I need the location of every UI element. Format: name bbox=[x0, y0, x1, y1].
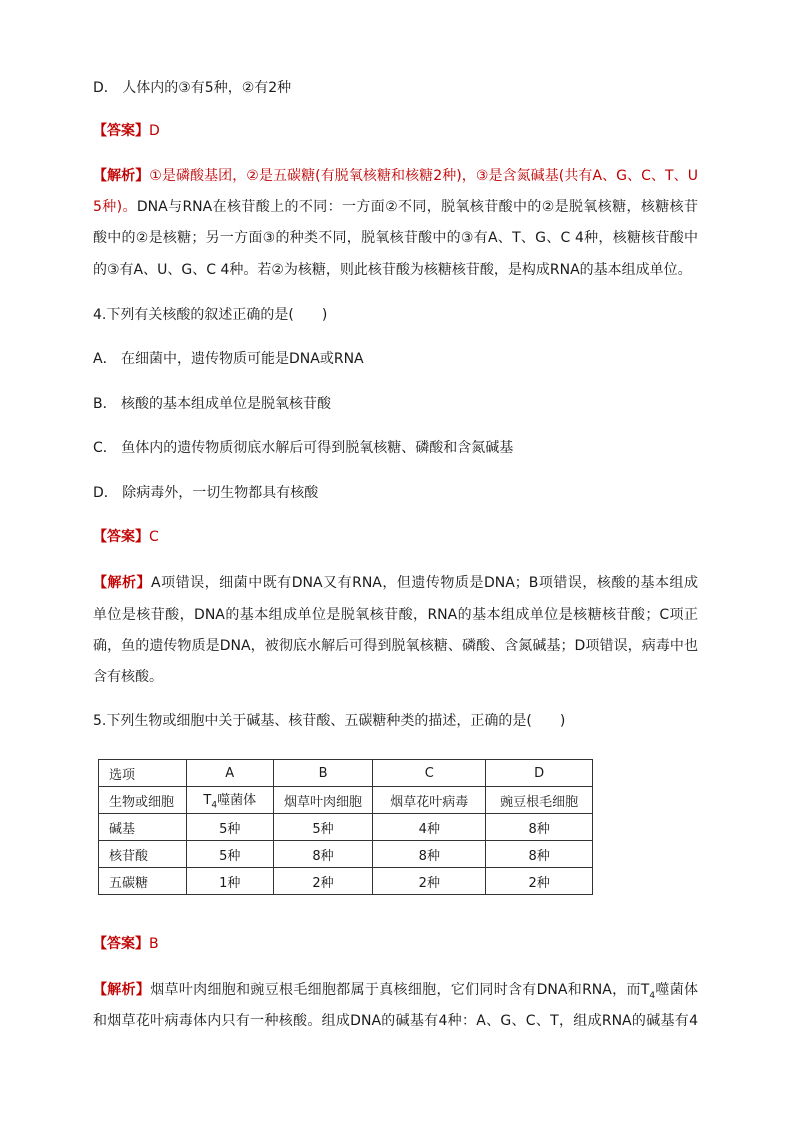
table-cell: 4种 bbox=[373, 814, 486, 841]
table-cell: A bbox=[186, 760, 273, 787]
explain-label: 【解析】 bbox=[93, 575, 152, 591]
q3-answer bbox=[93, 121, 698, 141]
q5-explain-line-2: 和烟草花叶病毒体内只有一种核酸。组成DNA的碱基有4种：A、G、C、T，组成RNA的碱基有4 bbox=[93, 1013, 698, 1029]
q4-answer bbox=[93, 527, 698, 547]
q4-explain-line-1: 【解析】A项错误，细菌中既有DNA又有RNA，但遗传物质是DNA；B项错误，核酸的基本组成 bbox=[93, 575, 698, 591]
table-cell: 烟草花叶病毒 bbox=[373, 787, 486, 814]
table-cell: 8种 bbox=[373, 841, 486, 868]
table-cell: 核苷酸 bbox=[99, 841, 187, 868]
table-cell: 5种 bbox=[186, 814, 273, 841]
table-cell: 烟草叶肉细胞 bbox=[273, 787, 373, 814]
q4-option-a: A． 在细菌中，遗传物质可能是DNA或RNA bbox=[93, 351, 364, 367]
q5-table bbox=[98, 759, 593, 895]
answer-value: C bbox=[149, 529, 159, 545]
answer-value: D bbox=[149, 123, 160, 139]
q4-explain-line-2: 单位是核苷酸，DNA的基本组成单位是脱氧核苷酸，RNA的基本组成单位是核糖核苷酸；C项正 bbox=[93, 607, 698, 623]
table-cell: 2种 bbox=[273, 868, 373, 895]
q5-explain-line-1: 【解析】烟草叶肉细胞和豌豆根毛细胞都属于真核细胞，它们同时含有DNA和RNA，而$T_4$噬菌体 bbox=[93, 982, 699, 1001]
table-cell: $T_4$噬菌体 bbox=[186, 787, 273, 814]
q4-option-b: B． 核酸的基本组成单位是脱氧核苷酸 bbox=[93, 396, 332, 412]
table-cell: 选项 bbox=[99, 760, 187, 787]
table-cell: 5种 bbox=[273, 814, 373, 841]
q5-answer bbox=[93, 934, 698, 954]
table-cell: B bbox=[273, 760, 373, 787]
table-row bbox=[99, 868, 593, 895]
table-row bbox=[99, 787, 593, 814]
table-cell: 1种 bbox=[186, 868, 273, 895]
explain-label: 【解析】 bbox=[93, 168, 150, 184]
table-cell: 8种 bbox=[486, 814, 593, 841]
explain-label: 【解析】 bbox=[93, 982, 151, 998]
table-row bbox=[99, 841, 593, 868]
table-cell: D bbox=[486, 760, 593, 787]
table-cell: 2种 bbox=[486, 868, 593, 895]
table-cell: 碱基 bbox=[99, 814, 187, 841]
q5-stem: 5.下列生物或细胞中关于碱基、核苷酸、五碳糖种类的描述，正确的是( ) bbox=[93, 713, 566, 729]
table-cell: 2种 bbox=[373, 868, 486, 895]
answer-label: 【答案】 bbox=[93, 529, 149, 545]
table-cell: 五碳糖 bbox=[99, 868, 187, 895]
q3-explain-line-4: 的③有A、U、G、C 4种。若②为核糖，则此核苷酸为核糖核苷酸，是构成RNA的基本组成单位。 bbox=[93, 262, 692, 278]
q3-explain-line-3: 酸中的②是核糖；另一方面③的种类不同，脱氧核苷酸中的③有A、T、G、C 4种，核糖核苷酸中 bbox=[93, 230, 698, 246]
table-cell: 8种 bbox=[273, 841, 373, 868]
q4-stem: 4.下列有关核酸的叙述正确的是( ) bbox=[93, 307, 328, 323]
answer-label: 【答案】 bbox=[93, 936, 149, 952]
answer-value: B bbox=[149, 936, 159, 952]
table-cell: 8种 bbox=[486, 841, 593, 868]
table-cell: C bbox=[373, 760, 486, 787]
q3-explain-line-2: 5种)。DNA与RNA在核苷酸上的不同：一方面②不同，脱氧核苷酸中的②是脱氧核糖，核糖核苷 bbox=[93, 199, 698, 215]
table-row bbox=[99, 760, 593, 787]
q4-option-c: C． 鱼体内的遗传物质彻底水解后可得到脱氧核糖、磷酸和含氮碱基 bbox=[93, 440, 514, 456]
table-cell: 生物或细胞 bbox=[99, 787, 187, 814]
table-cell: 豌豆根毛细胞 bbox=[486, 787, 593, 814]
q4-option-d: D． 除病毒外，一切生物都具有核酸 bbox=[93, 485, 319, 501]
q3-explain-line-1: 【解析】①是磷酸基团，②是五碳糖(有脱氧核糖和核糖2种)，③是含氮碱基(共有A、G、C、T、U bbox=[93, 168, 698, 184]
table-cell: 5种 bbox=[186, 841, 273, 868]
q4-explain-line-4: 含有核酸。 bbox=[93, 669, 163, 685]
answer-label: 【答案】 bbox=[93, 123, 149, 139]
table-row bbox=[99, 814, 593, 841]
q3-option-d: D． 人体内的③有5种，②有2种 bbox=[93, 80, 292, 96]
q4-explain-line-3: 确，鱼的遗传物质是DNA，被彻底水解后可得到脱氧核糖、磷酸、含氮碱基；D项错误，病毒中也 bbox=[93, 638, 698, 654]
